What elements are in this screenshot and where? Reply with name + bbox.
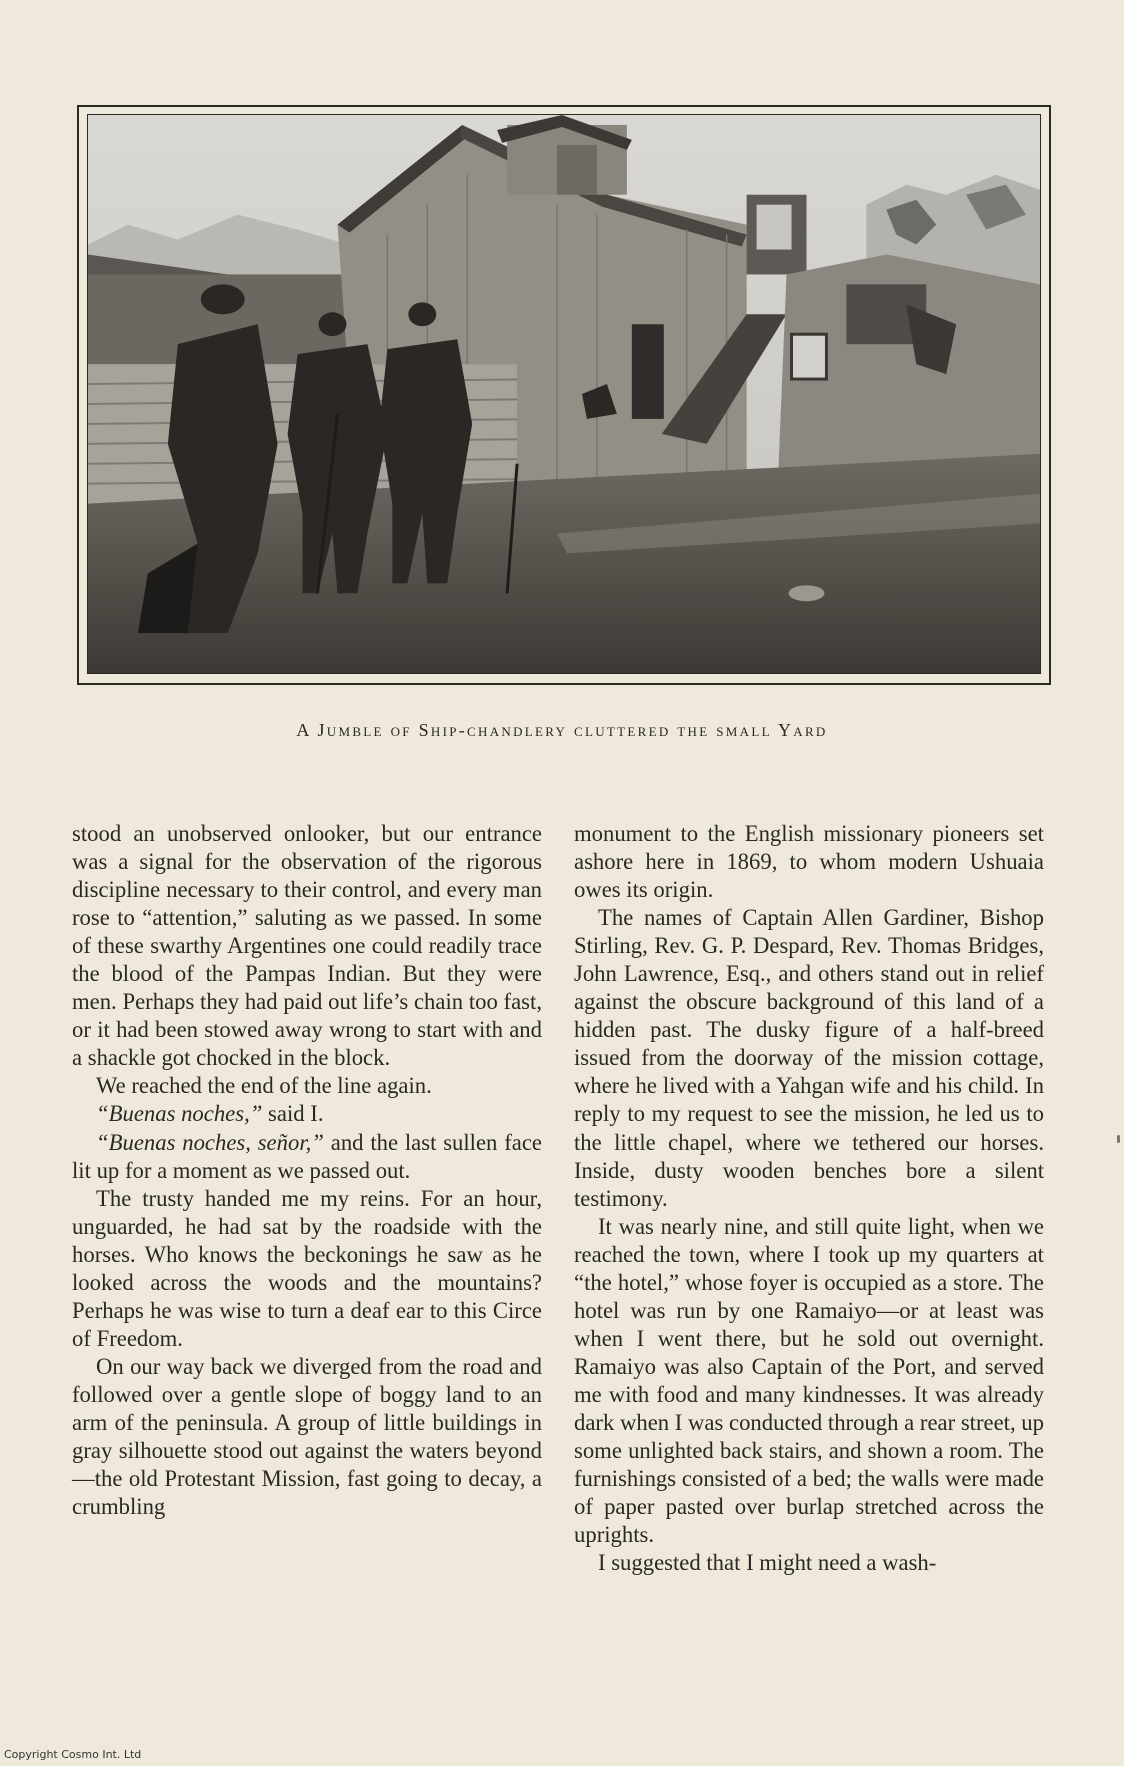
- paragraph-rest: and the last sullen face lit up for a moment as we passed out.: [72, 1129, 542, 1183]
- paragraph: On our way back we diverged from the road and followed over a gentle slope of boggy land to an arm of the peninsula. A group of little buildings in gray silhouette stood out against the waters beyond—the old Protestant Mission, fast going to decay, a crumbling: [72, 1353, 542, 1520]
- italic-phrase: “Buenas noches, señor,”: [96, 1129, 324, 1155]
- paragraph: I suggested that I might need a wash-: [598, 1550, 937, 1576]
- photo-illustration: [88, 115, 1040, 673]
- page-speck: [1117, 1135, 1120, 1143]
- paragraph: [72, 1100, 542, 1128]
- photograph: [87, 114, 1041, 674]
- italic-phrase: “Buenas noches,”: [96, 1101, 263, 1127]
- copyright-notice: Copyright Cosmo Int. Ltd: [4, 1748, 142, 1761]
- paragraph: The names of Captain Allen Gardiner, Bishop Stirling, Rev. G. P. Despard, Rev. Thomas Bridges, John Lawrence, Esq., and others stand out in relief against the obscure background of this land of a hidden past. The dusky figure of a half-breed issued from the doorway of the mission cottage, where he lived with a Yahgan wife and his child. In reply to my request to see the mission, he led us to the little chapel, where we tethered our horses. Inside, dusty wooden benches bore a silent testimony.: [574, 905, 1044, 1211]
- photo-caption: [0, 720, 1124, 741]
- paragraph: stood an unobserved onlooker, but our entrance was a signal for the observation of the rigorous discipline necessary to their control, and every man rose to “attention,” saluting as we passed. In some of these swarthy Argentines one could readily trace the blood of the Pampas Indian. But they were men. Perhaps they had paid out life’s chain too fast, or it had been stowed away wrong to start with and a shackle got chocked in the block.: [72, 821, 542, 1071]
- paragraph: We reached the end of the line again.: [96, 1073, 432, 1099]
- paragraph: The trusty handed me my reins. For an hour, unguarded, he had sat by the roadside with the horses. Who knows the beckonings he saw as he looked across the woods and the mountains? Perhaps he was wise to turn a deaf ear to this Circe of Freedom.: [72, 1185, 542, 1351]
- paragraph-rest: said I.: [262, 1101, 324, 1127]
- left-column: [72, 820, 542, 1521]
- caption-text: A Jumble of Ship-chandlery cluttered the small Yard: [296, 720, 828, 740]
- paragraph: [72, 1129, 542, 1185]
- paragraph: It was nearly nine, and still quite light, when we reached the town, where I took up my quarters at “the hotel,” whose foyer is occupied as a store. The hotel was run by one Ramaiyo—or at least was when I went there, but he sold out overnight. Ramaiyo was also Captain of the Port, and served me with food and many kindnesses. It was already dark when I was conducted through a rear street, up some unlighted back stairs, and shown a room. The furnishings consisted of a bed; the walls were made of paper pasted over burlap stretched across the uprights.: [574, 1213, 1044, 1548]
- paragraph: monument to the English missionary pioneers set ashore here in 1869, to whom modern Ushuaia owes its origin.: [574, 821, 1044, 903]
- right-column: [574, 820, 1044, 1577]
